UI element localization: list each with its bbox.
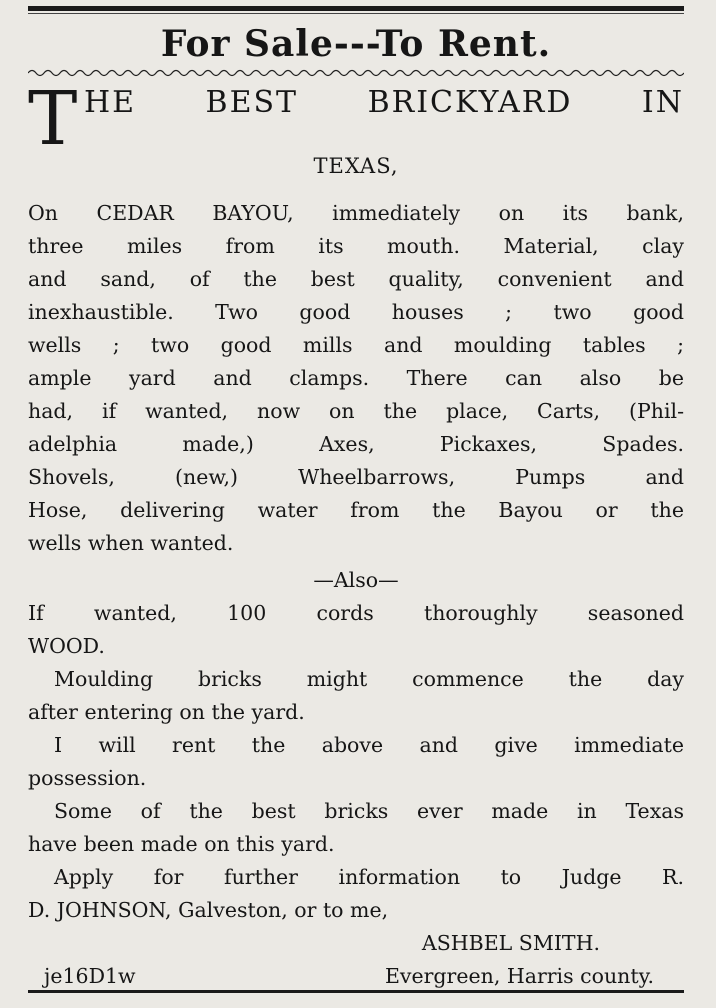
text-line: Some of the best bricks ever made in Texas — [54, 799, 684, 823]
text-line: possession. — [28, 766, 147, 790]
signature-place: Evergreen, Harris county. — [384, 964, 654, 988]
text-line: three miles from its mouth. Material, clay — [28, 234, 684, 258]
paragraph-bricks — [28, 795, 684, 861]
lead-line — [28, 76, 684, 162]
text-line: If wanted, 100 cords thoroughly seasoned — [28, 601, 684, 625]
paragraph-rent — [28, 729, 684, 795]
ad-headline: For Sale---To Rent. — [160, 23, 552, 65]
paragraph-wood — [28, 597, 684, 663]
lead-heading: HE BEST BRICKYARD IN — [84, 85, 684, 120]
text-line: D. JOHNSON, Galveston, or to me, — [28, 898, 389, 922]
top-double-rule — [28, 6, 684, 11]
text-line: wells ; two good mills and moulding tables ; — [28, 333, 684, 357]
insertion-code: je16D1w — [44, 964, 136, 988]
text-line: Shovels, (new,) Wheelbarrows, Pumps and — [28, 465, 684, 489]
text-line: On CEDAR BAYOU, immediately on its bank, — [28, 201, 684, 225]
text-line: I will rent the above and give immediate — [54, 733, 684, 757]
signature-name: ASHBEL SMITH. — [421, 931, 600, 955]
ad-body — [28, 76, 684, 993]
signature-line — [28, 960, 684, 993]
paragraph-apply — [28, 861, 684, 927]
text-line: adelphia made,) Axes, Pickaxes, Spades. — [28, 432, 684, 456]
also-divider: —Also— — [313, 568, 399, 592]
top-thin-rule — [28, 13, 684, 14]
text-line: inexhaustible. Two good houses ; two good — [28, 300, 684, 324]
wavy-divider — [28, 68, 684, 78]
text-line: Apply for further information to Judge R. — [54, 865, 684, 889]
text-line: have been made on this yard. — [28, 832, 335, 856]
lead-continuation: TEXAS, — [313, 154, 399, 178]
text-line: and sand, of the best quality, convenient and — [28, 267, 684, 291]
text-line: Moulding bricks might commence the day — [54, 667, 684, 691]
text-line: Hose, delivering water from the Bayou or the — [28, 498, 684, 522]
text-line: after entering on the yard. — [28, 700, 305, 724]
text-line: had, if wanted, now on the place, Carts, (Phil- — [28, 399, 684, 423]
text-line: wells when wanted. — [28, 531, 234, 555]
bottom-rule — [28, 990, 684, 993]
paragraph-moulding — [28, 663, 684, 729]
paragraph-description — [28, 197, 684, 560]
text-line: WOOD. — [28, 634, 105, 658]
text-line: ample yard and clamps. There can also be — [28, 366, 684, 390]
drop-cap: T — [28, 76, 78, 162]
